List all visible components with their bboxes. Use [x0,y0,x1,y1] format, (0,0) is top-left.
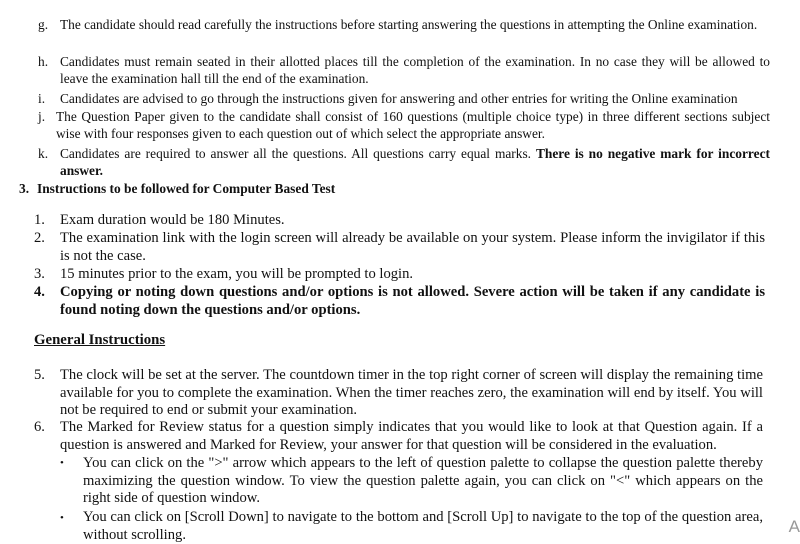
corner-letter-glyph: A [788,517,800,536]
item-j-marker: j. [38,109,46,124]
item-5-text: The clock will be set at the server. The countdown timer in the top right corner of screen will display the remaining time available for you to complete the examination. When the timer reaches zero, the examination will end by itself. You will not be required to end or submit your examination. [60,367,763,418]
item-2-marker: 2. [34,230,45,246]
bullet-2-text: You can click on [Scroll Down] to navigate to the bottom and [Scroll Up] to navigate to the top of the question area, without scrolling. [83,509,763,543]
item-k-marker: k. [38,146,49,161]
item-k-bold: There is no negative mark for incorrect answer. [60,146,770,178]
item-h-text: Candidates must remain seated in their allotted places till the completion of the examination. In no case they will be allowed to leave the examination hall till the end of the examination. [60,54,770,86]
item-4-text: Copying or noting down questions and/or options is not allowed. Severe action will be taken if any candidate is found noting down the questions and/or options. [60,284,765,318]
item-g-marker: g. [38,17,49,32]
item-6-marker: 6. [34,419,45,435]
item-j-text: The Question Paper given to the candidate shall consist of 160 questions (multiple choice type) in three different sections subject wise with four responses given to each question out of which select the appropriate answer. [56,109,770,141]
item-2-text: The examination link with the login screen will already be available on your system. Please inform the invigilator if this is not the case. [60,230,765,264]
item-k-text [60,145,770,179]
item-g-body: The candidate should read carefully the instructions before starting answering the questions in attempting the Online examination. [60,17,758,32]
item-h-marker: h. [38,54,49,69]
item-3-marker: 3. [34,266,45,282]
section3-title: Instructions to be followed for Computer Based Test [37,181,336,196]
section3-number: 3. [19,181,30,196]
item-6-text: The Marked for Review status for a question simply indicates that you would like to look at that Question again. If a question is answered and Marked for Review, your answer for that question will be considered in the evaluation. [60,419,763,453]
item-i-text: Candidates are advised to go through the instructions given for answering and other entries for writing the Online examination [60,91,738,106]
item-1-marker: 1. [34,212,45,228]
general-instructions-heading: General Instructions [34,332,166,348]
item-g-text [60,16,774,33]
bullet-2-icon: • [60,512,64,524]
bullet-1-text: You can click on the ">" arrow which appears to the left of question palette to collapse the question palette thereby maximizing the question window. To view the question palette again, you can click on "<" which appears on the right side of question window. [83,455,763,506]
bullet-1-icon: • [60,457,64,469]
item-5-marker: 5. [34,367,45,383]
item-4-marker: 4. [34,284,45,300]
item-i-marker: i. [38,91,46,106]
item-1-text: Exam duration would be 180 Minutes. [60,212,285,228]
item-k-body: Candidates are required to answer all the questions. All questions carry equal marks. [60,146,532,161]
item-3-text: 15 minutes prior to the exam, you will be prompted to login. [60,266,414,282]
